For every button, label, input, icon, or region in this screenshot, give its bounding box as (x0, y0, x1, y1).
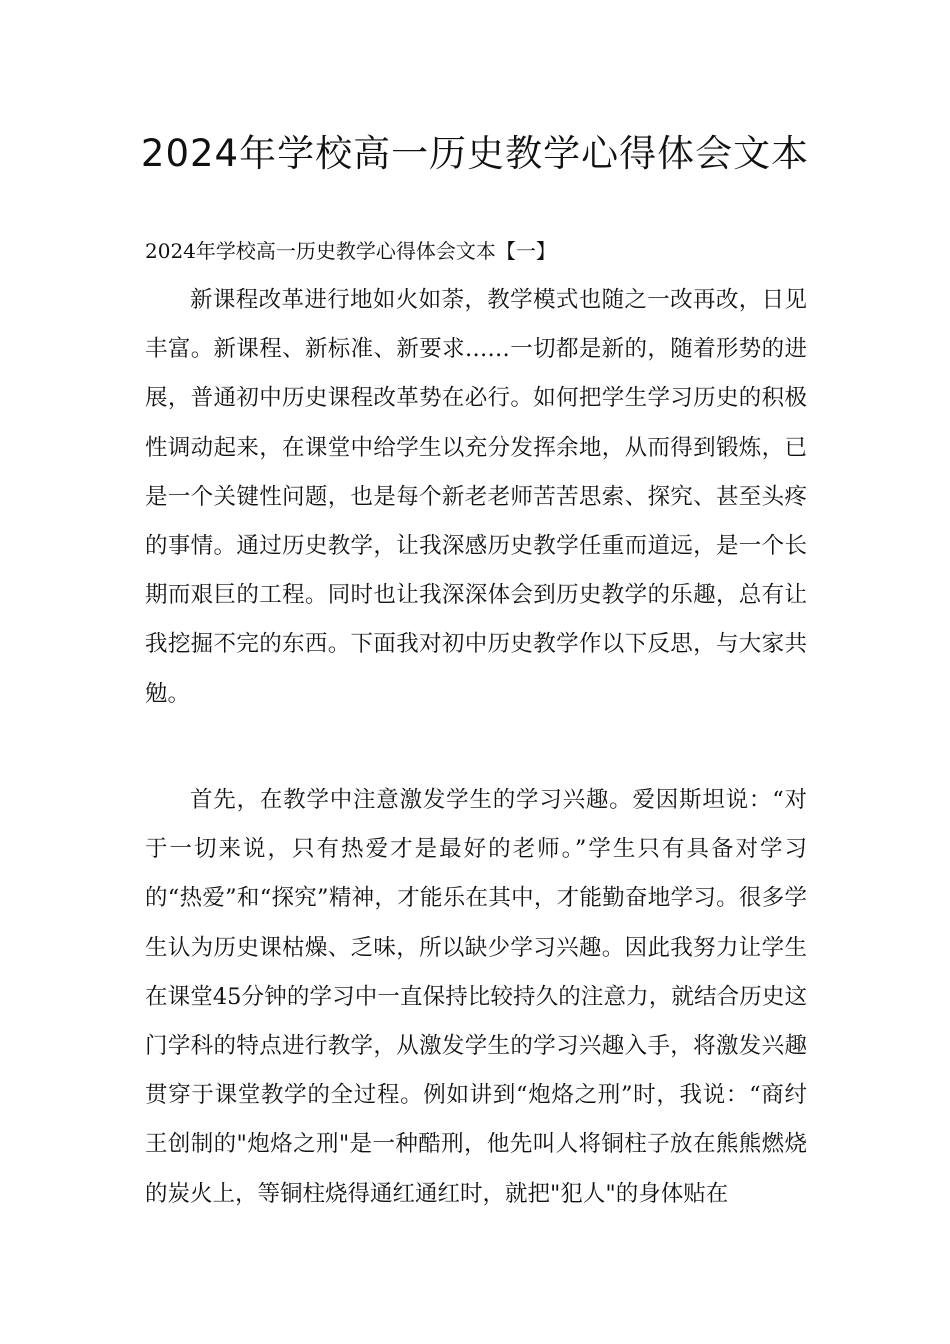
body-paragraph: 首先，在教学中注意激发学生的学习兴趣。爱因斯坦说：“对于一切来说，只有热爱才是最好的老师。”学生只有具备对学习的“热爱”和“探究”精神，才能乐在其中，才能勤奋地学习。很多学生认为历史课枯燥、乏味，所以缺少学习兴趣。因此我努力让学生在课堂45分钟的学习中一直保持比较持久的注意力，就结合历史这门学科的特点进行教学，从激发学生的学习兴趣入手，将激发兴趣贯穿于课堂教学的全过程。例如讲到“炮烙之刑”时，我说：“商纣王创制的"炮烙之刑"是一种酷刑，他先叫人将铜柱子放在熊熊燃烧的炭火上，等铜柱烧得通红通红时，就把"犯人"的身体贴在 (145, 787, 807, 1207)
document-title: 2024年学校高一历史教学心得体会文本 (140, 132, 810, 175)
section-heading: 2024年学校高一历史教学心得体会文本【一】 (145, 239, 556, 263)
body-paragraph: 新课程改革进行地如火如荼，教学模式也随之一改再改，日见丰富。新课程、新标准、新要求……一切都是新的，随着形势的进展，普通初中历史课程改革势在必行。如何把学生学习历史的积极性调动起来，在课堂中给学生以充分发挥余地，从而得到锻炼，已是一个关键性问题，也是每个新老老师苦苦思索、探究、甚至头疼的事情。通过历史教学，让我深感历史教学任重而道远，是一个长期而艰巨的工程。同时也让我深深体会到历史教学的乐趣，总有让我挖掘不完的东西。下面我对初中历史教学作以下反思，与大家共勉。 (145, 287, 807, 707)
